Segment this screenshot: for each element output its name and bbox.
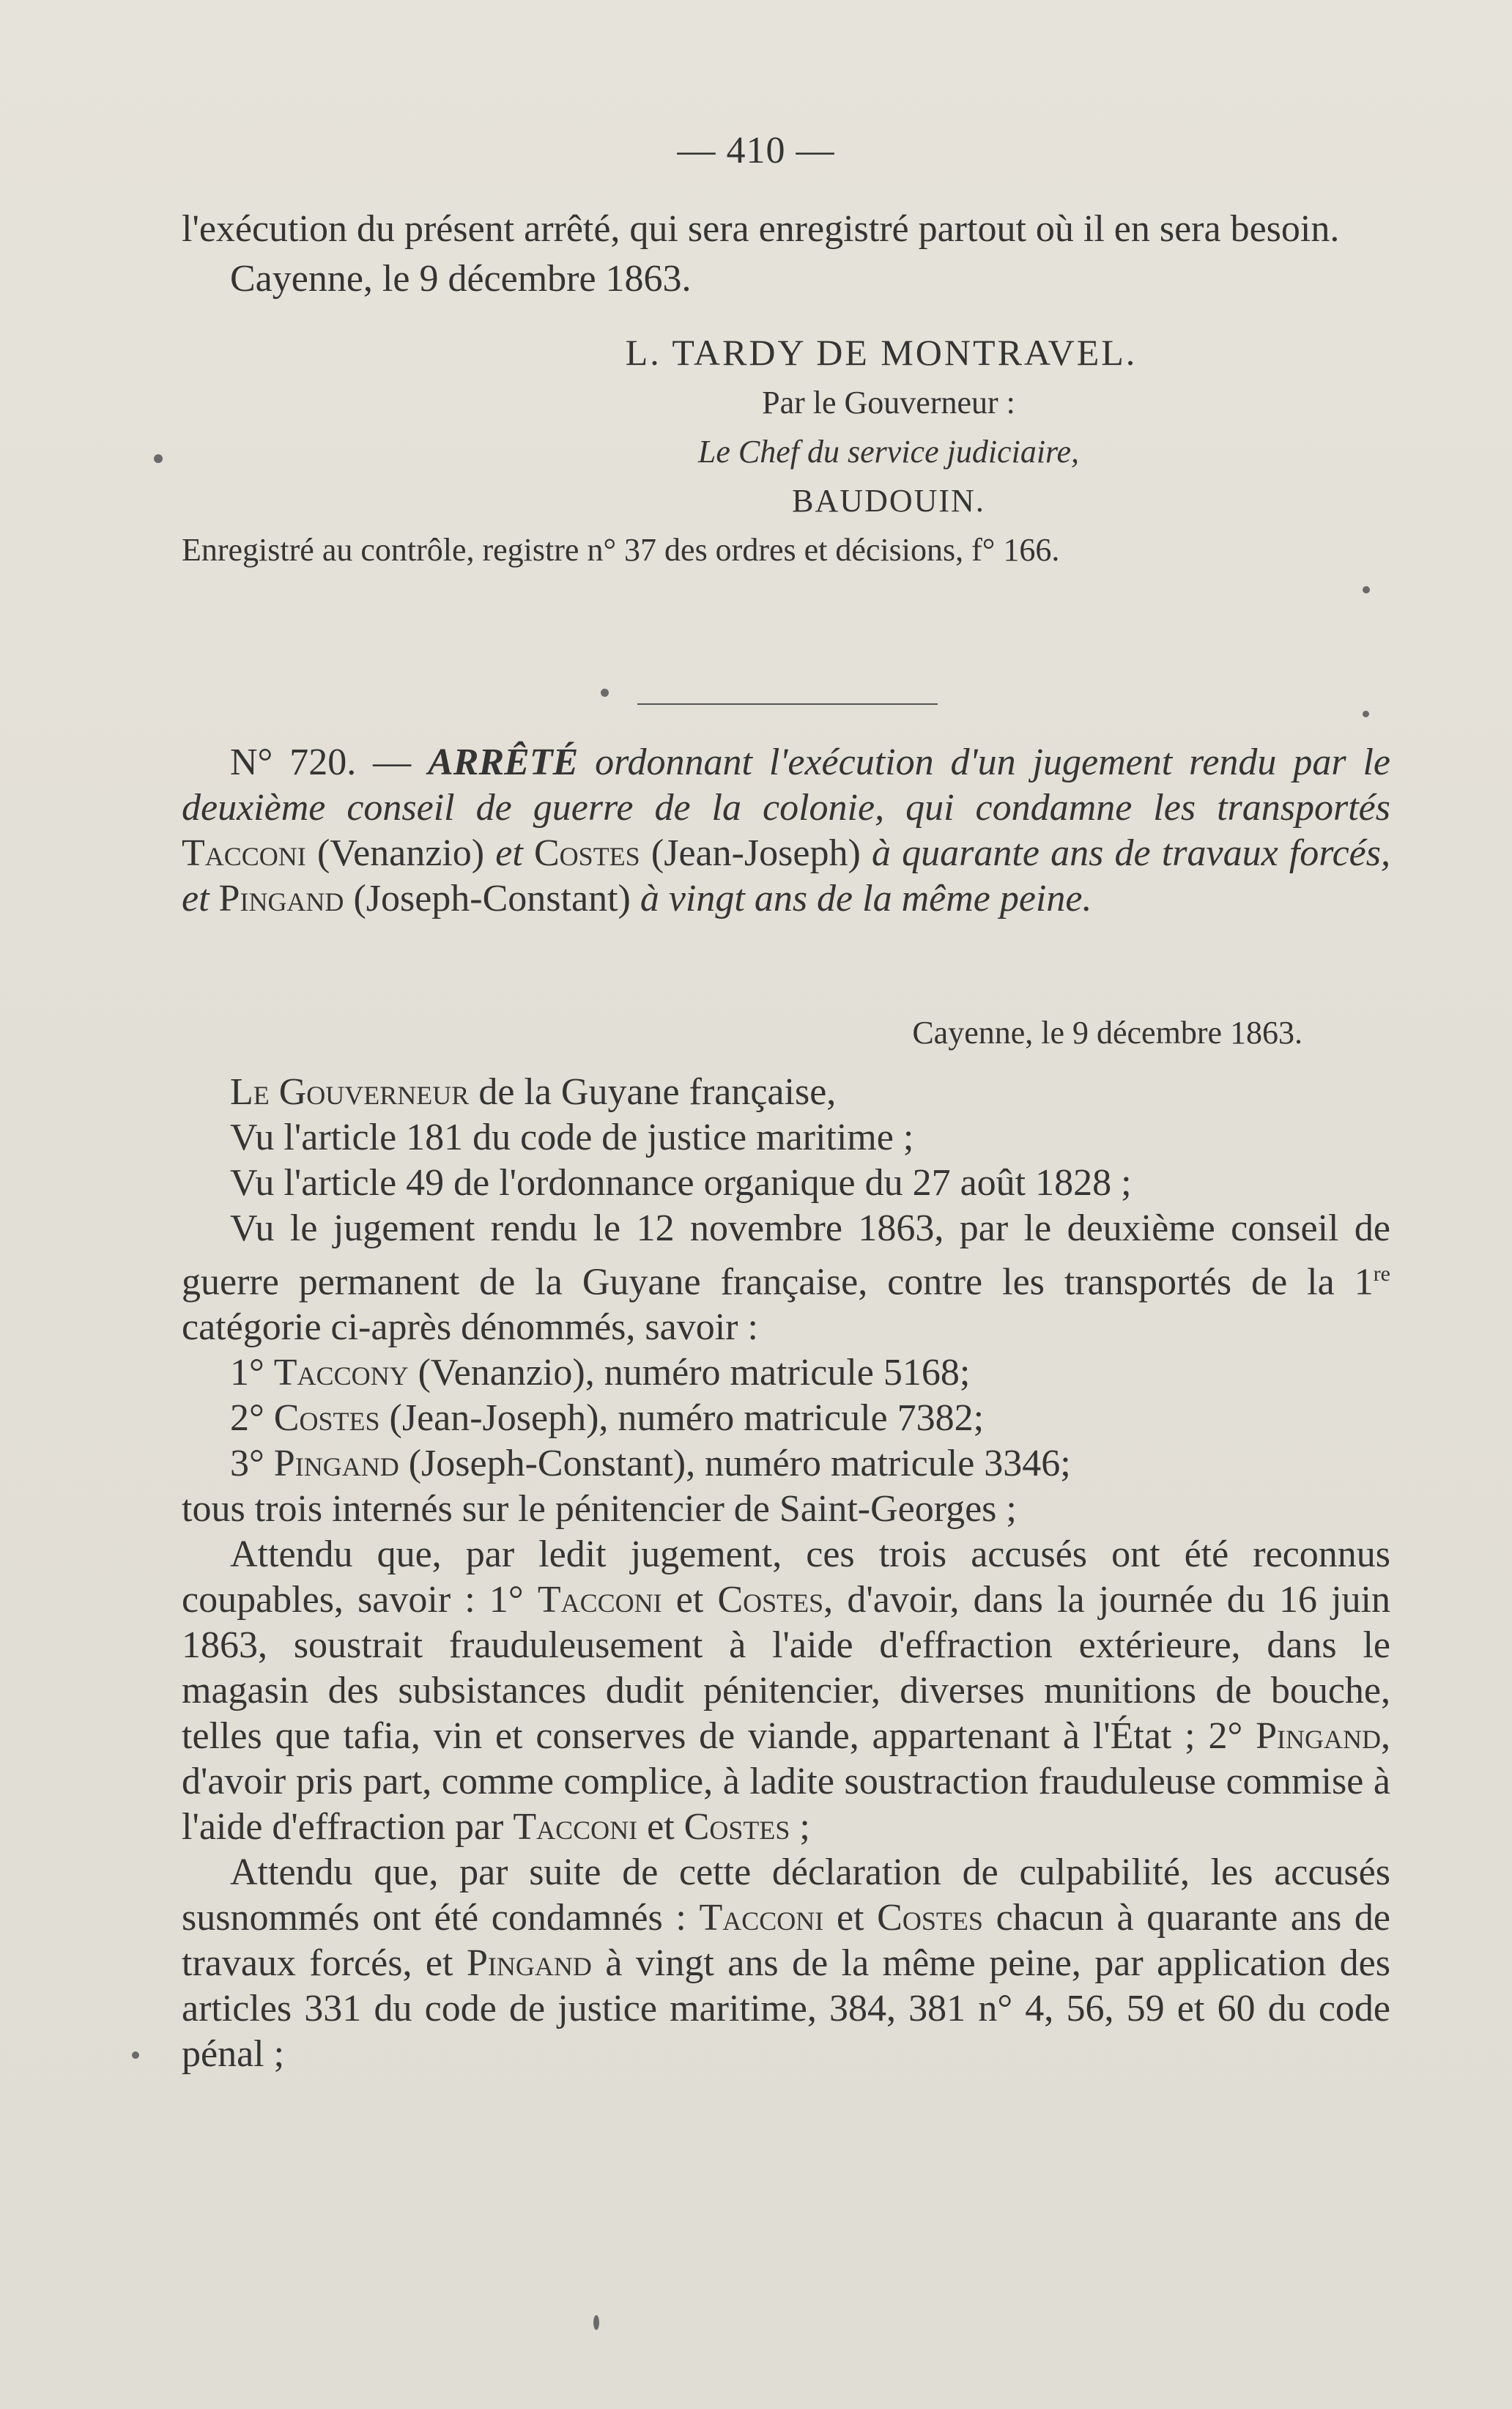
considering-3 [182, 1206, 1390, 1350]
decree-title: ARRÊTÉ [428, 741, 579, 783]
by-governor-line: Par le Gouverneur : [762, 385, 1015, 421]
decree-name-1: Tacconi [182, 832, 306, 874]
considering-3-end: catégorie ci-après dénommés, savoir : [182, 1306, 758, 1349]
list-name-3: Pingand [273, 1443, 399, 1485]
list-num-3: 3° [230, 1443, 274, 1485]
whereas-1-name-2: Costes [717, 1579, 824, 1621]
list-rest-2: (Jean-Joseph), numéro matricule 7382; [379, 1397, 985, 1440]
scan-speck [1363, 586, 1370, 593]
whereas-1-b: et [662, 1579, 718, 1621]
whereas-1 [182, 1532, 1390, 1850]
whereas-1-name-1: Tacconi [537, 1579, 662, 1621]
signatory-name: L. TARDY DE MONTRAVEL. [625, 332, 1138, 373]
whereas-1-name-5: Costes [683, 1806, 790, 1849]
whereas-2-name-2: Costes [877, 1897, 983, 1939]
scan-speck [132, 2051, 139, 2059]
scan-speck [601, 689, 609, 697]
decree-name-2: Costes [533, 832, 640, 874]
whereas-1-f: ; [790, 1806, 810, 1849]
decree-text-4: (Jean-Joseph) [651, 832, 861, 874]
whereas-1-e: et [637, 1806, 684, 1849]
considering-2: Vu l'article 49 de l'ordonnance organique du 27 août 1828 ; [230, 1162, 1132, 1204]
governor-title: Le Gouverneur [230, 1071, 470, 1113]
scan-speck [1363, 711, 1369, 717]
whereas-2-name-3: Pingand [466, 1942, 592, 1985]
list-num-1: 1° [230, 1352, 274, 1394]
decree-number: N° 720. [230, 741, 357, 783]
decree-summary [182, 740, 1390, 922]
whereas-2 [182, 1850, 1390, 2077]
dateline-signature: Cayenne, le 9 décembre 1863. [230, 258, 692, 300]
list-rest-3: (Joseph-Constant), numéro matricule 3346; [399, 1443, 1071, 1485]
dateline-decree: Cayenne, le 9 décembre 1863. [912, 1015, 1302, 1051]
whereas-1-c: , d'avoir, dans la journée du 16 juin 1863, soustrait frauduleusement à l'aide d'effraction extérieure, dans le magasin des subsistances dudit pénitencier, diverses munitions de bouche, telles que tafia, vin et conserves de viande, appartenant à l'État ; 2° [182, 1579, 1390, 1758]
list-name-1: Taccony [273, 1352, 409, 1394]
list-num-2: 2° [230, 1397, 274, 1440]
page-number: — 410 — [677, 130, 835, 171]
whereas-1-d: , d'avoir pris part, comme complice, à ladite soustraction frauduleuse commise à l'aide d'effraction par [182, 1715, 1390, 1849]
registration-note: Enregistré au contrôle, registre n° 37 des ordres et décisions, f° 166. [182, 532, 1060, 568]
whereas-1-name-3: Pingand [1256, 1715, 1381, 1758]
chef-title: Le Chef du service judiciaire, [697, 434, 1080, 470]
decree-text-3: et [495, 832, 523, 874]
whereas-2-name-1: Tacconi [699, 1897, 824, 1939]
considering-3-text: Vu le jugement rendu le 12 novembre 1863, par le deuxième conseil de guerre permanent de la Guyane française, contre les transportés de la 1 [182, 1207, 1390, 1303]
considering-1: Vu l'article 181 du code de justice maritime ; [230, 1117, 914, 1158]
whereas-2-d: à vingt ans de la même peine, par application des articles 331 du code de justice maritime, 384, 381 n° 4, 56, 59 et 60 du code pénal ; [182, 1942, 1390, 2076]
whereas-2-c: chacun à quarante ans de travaux forcés, et [182, 1897, 1390, 1985]
scan-speck [593, 2315, 599, 2330]
decree-text-5: à quarante ans de travaux forcés, et [182, 832, 1390, 919]
interned-line: tous trois internés sur le pénitencier de Saint-Georges ; [182, 1488, 1017, 1531]
list-item-3 [182, 1441, 1390, 1487]
whereas-1-name-4: Tacconi [513, 1806, 638, 1849]
list-item-1 [182, 1350, 1390, 1396]
decree-dash: — [373, 741, 412, 783]
scan-speck [154, 454, 163, 463]
decree-text-6: (Joseph-Constant) [353, 878, 631, 919]
whereas-2-a: Attendu que, par suite de cette déclaration de culpabilité, les accusés susnommés ont été condamnés : [182, 1851, 1390, 1939]
governor-rest: de la Guyane française, [478, 1071, 837, 1113]
decree-name-3: Pingand [218, 878, 344, 919]
decree-text-2: (Venanzio) [316, 832, 485, 874]
governor-line [182, 1070, 1390, 1115]
ordinal-sup: re [1373, 1262, 1390, 1286]
dateline-2-wrap [182, 1014, 1390, 1051]
decree-text-1: ordonnant l'exécution d'un jugement rendu par le deuxième conseil de guerre de la colonie, qui condamne les transportés [182, 741, 1391, 829]
decree-text-7: à vingt ans de la même peine. [640, 878, 1092, 919]
decree-body [182, 1070, 1390, 2077]
decree-heading [182, 740, 1390, 922]
list-name-2: Costes [273, 1397, 380, 1440]
continuation-section [182, 207, 1390, 569]
list-rest-1: (Venanzio), numéro matricule 5168; [408, 1352, 971, 1394]
whereas-2-b: et [823, 1897, 878, 1939]
list-item-2 [182, 1396, 1390, 1441]
continuation-text: l'exécution du présent arrêté, qui sera enregistré partout où il en sera besoin. [182, 208, 1340, 250]
whereas-1-a: Attendu que, par ledit jugement, ces trois accusés ont été reconnus coupables, savoir : 1° [182, 1533, 1390, 1621]
section-divider [637, 703, 938, 705]
chef-name: BAUDOUIN. [792, 483, 985, 519]
